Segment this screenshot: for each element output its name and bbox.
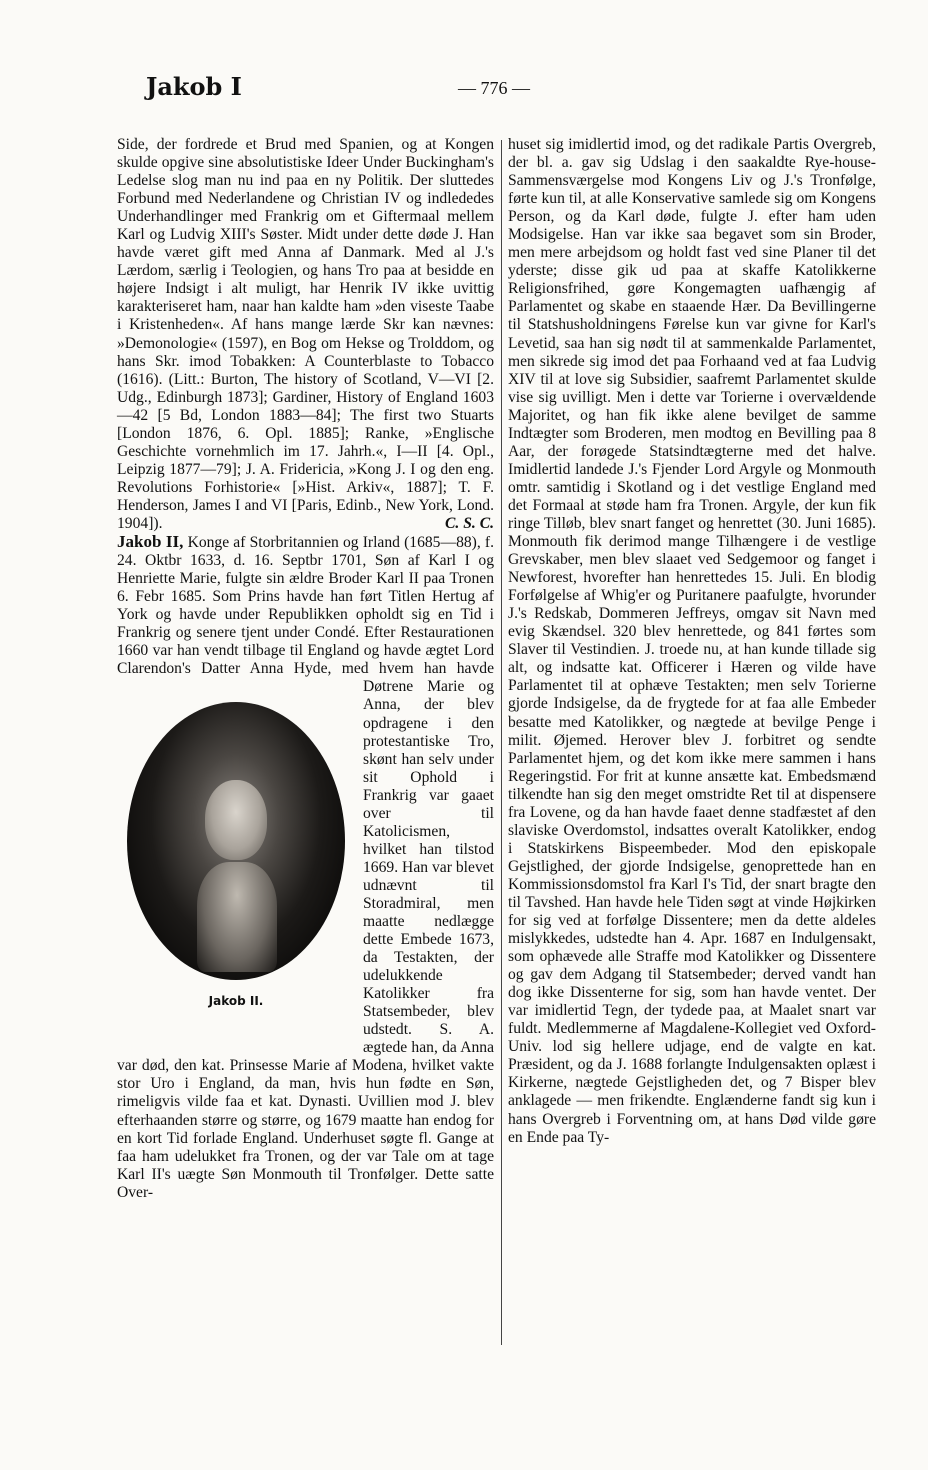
portrait-cravat bbox=[197, 862, 277, 972]
author-signature: C. S. C. bbox=[445, 514, 494, 532]
page-number: — 776 — bbox=[458, 78, 530, 98]
portrait-figure bbox=[117, 682, 355, 1050]
article-jakob-i-body: Side, der fordrede et Brud med Spanien, og at Kongen skulde opgive sine absolutistiske Ideer Under Buckingham's Ledelse slog man nu ind paa en ny Politik. Der sluttedes Forbund med Nederlandene og Christian IV og indlededes Underhandlinger med Frankrig om et Giftermaal mellem Karl og Ludvig XIII's Søster. Midt under dette døde J. Han havde været gift med Anna af Danmark. Med al J.'s Lærdom, særlig i Teologien, og hans Tro paa at besidde en højere Indsigt i alt muligt, har Henrik IV ikke uvittig karakteriseret ham, naar han kaldte ham »den viseste Taabe i Kristenheden«. Af hans mange lærde Skr kan nævnes: »Demonologie« (1597), en Bog om Hekse og Trolddom, og hans Skr. imod Tobakken: A Counterblaste to Tobacco (1616). (Litt.: Burton, The history of Scotland, V—VI [2. Udg., Edinburgh 1873]; Gardiner, History of England 1603—42 [5 Bd, London 1883—84]; The first two Stuarts [London 1876, 6. Opl. 1885]; Ranke, »Englische Geschichte vornehmlich im 17. Jahrh.«, I—II [4. Opl., Leipzig 1877—79]; J. A. Fridericia, »Kong J. I og den eng. Revolutions Forhistorie« [»Hist. Arkiv«, 1887]; T. F. Henderson, James I and VI [Paris, Edinb., New York, Lond. 1904]). bbox=[117, 136, 494, 532]
portrait-face bbox=[205, 780, 267, 860]
article-jakob-i-text bbox=[117, 136, 494, 533]
portrait-caption: Jakob II. bbox=[208, 994, 264, 1008]
headword-jakob-ii: Jakob II, bbox=[117, 532, 184, 552]
article-jakob-ii-body: Konge af Storbritannien og Irland (1685—88), f. 24. Oktbr 1633, d. 16. Septbr 1701, Søn af Karl I og Henriette Marie, fulgte sin ældre Broder Karl II paa Tronen 6. Febr 1685. Som Prins havde han ført Titlen Hertug af York og havde under Republikken opholdt sig en Tid i Frankrig og senere tjent under Condé. Efter Restaurationen 1660 var han vendt tilbage til England og havde ægtet Lord Clarendon's Datter Anna Hyde, med hvem han havde Døtrene Marie og Anna, der blev opdragene i den protestantiske Tro, skønt han selv under sit Ophold i Frankrig var gaaet over til Katolicismen, hvilket han tilstod 1669. Han var blevet udnævnt til Storadmiral, men maatte nedlægge dette Embede 1673, da Testakten, der udelukkende Katolikker fra Statsembeder, blev udstedt. S. A. ægtede han, da Anna var død, den kat. Prinsesse Marie af Modena, hvilket vakte stor Uro i England, da man, hvis hun fødte en Søn, rimeligvis vilde faa et kat. Dynasti. Uvillien mod J. blev efterhaanden større og større, og 1679 maatte han endog for en kort Tid forlade England. Underhuset søgte fl. Gange at faa ham udelukket fra Tronen, og der var Tale om at tage Karl II's uægte Søn Monmouth til Tronfølger. Dette satte Over- bbox=[117, 534, 495, 1201]
portrait-image bbox=[127, 702, 345, 980]
article-jakob-ii-continued: huset sig imidlertid imod, og det radikale Partis Overgreb, der bl. a. gav sig Udslag i den saakaldte Rye-house-Sammensværgelse mod Kongens Liv og J.'s Tronfølge, førte kun til, at alle Konservative samlede sig om Kongens Person, og da Karl døde, fulgte J. efter ham uden Modsigelse. Han var ikke saa begavet som sin Broder, men mere arbejdsom og holdt fast ved sine Planer til det yderste; disse gik ud paa at skaffe Katolikkerne Religionsfrihed, gøre Kongemagten uafhængig af Parlamentet og skabe en staaende Hær. Da Bevillingerne til Statshusholdningens Førelse kun var givne for Karl's Levetid, saa han sig nødt til at sammenkalde Parlamentet, men sikrede sig imod det paa Forhaand ved at faa Ludvig XIV til at love sig Subsidier, saafremt Parlamentet skulde vise sig uvilligt. Men i dette var Torierne i overvældende Majoritet, og han fik ikke alene bevilget de samme Indtægter som Broderen, men modtog en Bevilling paa 8 Aar, der forøgede Statsindtægterne med det halve. Imidlertid landede J.'s Fjender Lord Argyle og Monmouth omtr. samtidig i Skotland og i det vestlige England med det Formaal at støde ham fra Tronen. Argyle, der kun fik ringe Tilløb, blev snart fanget og henrettet (30. Juni 1685). Monmouth fik derimod mange Tilhængere i de vestlige Grevskaber, men blev slaaet ved Sedgemoor og fanget i Newforest, hvorefter han henrettedes 15. Juli. En blodig Forfølgelse af Whig'er og Puritanere paafulgte, hvorunder J.'s Redskab, Dommeren Jeffreys, omgav sit Navn med evig Skændsel. 320 blev henrettede, og 841 førtes som Slaver til Vestindien. J. troede nu, at han kunde tillade sig alt, og indsatte kat. Officerer i Hæren og vilde have Parlamentet til at ophæve Testakten; men selv Torierne gjorde Indsigelse, da de frygtede for at faa alle Embeder besatte med Katolikker, og nægtede at bevilge Penge i milit. Øjemed. Herover blev J. forbitret og sendte Parlamentet hjem, og det kom ikke mere sammen i hans Regeringstid. For frit at kunne ansætte kat. Embedsmænd tilkendte han sig den meget omstridte Ret til at dispensere fra Lovene, og da han havde faaet denne stadfæstet af den slaviske Overdomstol, indsattes overalt Katolikker, endog i Statskirkens Bispeembeder. Mod den episkopale Gejstlighed, der gjorde Indsigelse, genoprettede han en Kommissionsdomstol fra Karl I's Tid, der snart bragte den til Tavshed. Han havde hele Tiden søgt at vinde Højkirken for sig ved at forfølge Dissentere; men da dette aldeles mislykkedes, udstedte han 4. Apr. 1687 en Indulgensakt, som ophævede alle Straffe mod Katolikker og Dissentere og gav dem Adgang til Statsembeder; derved vandt han dog ikke Dissenterne for sig, som han havde ventet. Der var imidlertid Tegn, der tydede paa, at Maalet snart var fuldt. Medlemmerne af Magdalene-Kollegiet ved Oxford-Univ. lod sig hellere udjage, end de valgte en kat. Præsident, og da J. 1688 forlangte Indulgensakten oplæst i Kirkerne, nægtede Gejstligheden det, og 7 Bisper blev anklagede — men frikendte. Englænderne fandt sig kun i hans Overgreb i Forventning om, at hans Død vilde gøre en Ende paa Ty- bbox=[508, 136, 876, 1146]
right-column bbox=[508, 136, 876, 1147]
column-divider bbox=[501, 140, 502, 1345]
page-header-title: Jakob I bbox=[146, 72, 242, 101]
